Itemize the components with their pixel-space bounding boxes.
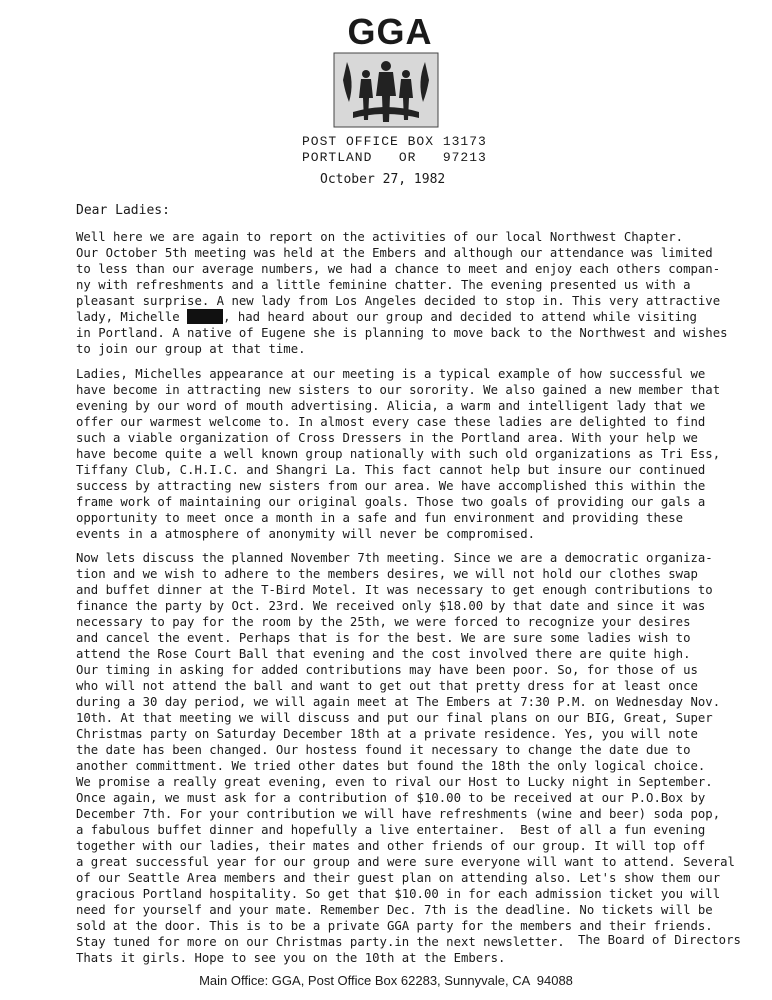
paragraph-line: need for yourself and your mate. Remember Dec. 7th is the deadline. No tickets will be (76, 903, 713, 917)
paragraph-line: We promise a really great evening, even to rival our Host to Lucky night in September. (76, 775, 713, 789)
paragraph-line: in Portland. A native of Eugene she is planning to move back to the Northwest and wishes (76, 326, 728, 340)
paragraph-line: the date has been changed. Our hostess found it necessary to change the date due to (76, 743, 691, 757)
paragraph-line: together with our ladies, their mates and other friends of our group. It will top off (76, 839, 706, 853)
paragraph-line: to join our group at that time. (76, 342, 306, 356)
signoff: The Board of Directors (578, 933, 741, 947)
paragraph-line: ny with refreshments and a little feminine chatter. The evening presented us with a (76, 278, 691, 292)
paragraph-line: Now lets discuss the planned November 7th meeting. Since we are a democratic organiza- (76, 551, 713, 565)
paragraph-line: Christmas party on Saturday December 18th at a private residence. Yes, you will note (76, 727, 698, 741)
paragraph-line: frame work of maintaining our original goals. Those two goals of providing our gals a (76, 495, 706, 509)
salutation: Dear Ladies: (76, 203, 170, 218)
paragraph-line: Our October 5th meeting was held at the Embers and although our attendance was limited (76, 246, 713, 260)
paragraph-line: pleasant surprise. A new lady from Los Angeles decided to stop in. This very attractive (76, 294, 721, 308)
paragraph-line: of our Seattle Area members and their guest plan on attending also. Let's show them our (76, 871, 721, 885)
paragraph-line: 10th. At that meeting we will discuss and put our final plans on our BIG, Great, Super (76, 711, 713, 725)
footer-address: Main Office: GGA, Post Office Box 62283, Sunnyvale, CA 94088 (199, 973, 573, 988)
paragraph-line: Ladies, Michelles appearance at our meeting is a typical example of how successful we (76, 367, 706, 381)
paragraph-line: tion and we wish to adhere to the members desires, we will not hold our clothes swap (76, 567, 698, 581)
paragraph-line: attend the Rose Court Ball that evening and the cost involved there are quite high. (76, 647, 691, 661)
paragraph-line: success by attracting new sisters from our area. We have accomplished this within the (76, 479, 706, 493)
redacted-line-before: lady, Michelle (76, 310, 188, 324)
address-line-1: POST OFFICE BOX 13173 (302, 134, 487, 149)
paragraph-line: Thats it girls. Hope to see you on the 10th at the Embers. (76, 951, 506, 965)
paragraph-line: Tiffany Club, C.H.I.C. and Shangri La. This fact cannot help but insure our continued (76, 463, 706, 477)
paragraph-line: have become quite a well known group nationally with such old organizations as Tri Ess, (76, 447, 721, 461)
paragraph-3 (76, 550, 756, 966)
paragraph-line: offer our warmest welcome to. In almost every case these ladies are delighted to find (76, 415, 706, 429)
paragraph-line: another committment. We tried other dates but found the 18th the only logical choice. (76, 759, 706, 773)
letter-date: October 27, 1982 (320, 172, 446, 187)
paragraph-line: December 7th. For your contribution we will have refreshments (wine and beer) soda pop, (76, 807, 721, 821)
address-line-2: PORTLAND OR 97213 (302, 150, 487, 165)
redaction-block (187, 309, 223, 324)
redacted-line-after: , had heard about our group and decided to attend while visiting (223, 310, 697, 324)
paragraph-line: who will not attend the ball and want to get out that pretty dress for at least once (76, 679, 698, 693)
paragraph-line: a fabulous buffet dinner and hopefully a live entertainer. Best of all a fun evening (76, 823, 706, 837)
paragraph-line: sold at the door. This is to be a private GGA party for the members and their friends. (76, 919, 713, 933)
paragraph-line: and cancel the event. Perhaps that is for the best. We are sure some ladies wish to (76, 631, 691, 645)
paragraph-line: necessary to pay for the room by the 25th, we were forced to recognize your desires (76, 615, 691, 629)
paragraph-line: gracious Portland hospitality. So get that $10.00 in for each admission ticket you will (76, 887, 721, 901)
logo-text: GGA (347, 11, 433, 52)
paragraph-line: during a 30 day period, we will again meet at The Embers at 7:30 P.M. on Wednesday Nov. (76, 695, 721, 709)
paragraph-1 (76, 229, 756, 357)
paragraph-line: a great successful year for our group and were sure everyone will want to attend. Several (76, 855, 735, 869)
paragraph-2 (76, 366, 756, 542)
paragraph-line: such a viable organization of Cross Dressers in the Portland area. With your help we (76, 431, 698, 445)
paragraph-line: evening by our word of mouth advertising. Alicia, a warm and intelligent lady that we (76, 399, 706, 413)
paragraph-line: Once again, we must ask for a contribution of $10.00 to be received at our P.O.Box by (76, 791, 706, 805)
paragraph-line: events in a atmosphere of anonymity will never be compromised. (76, 527, 536, 541)
paragraph-line: opportunity to meet once a month in a safe and fun environment and providing these (76, 511, 684, 525)
paragraph-line: Stay tuned for more on our Christmas party.in the next newsletter. (76, 935, 565, 949)
paragraph-line: Well here we are again to report on the activities of our local Northwest Chapter. (76, 230, 684, 244)
figures-emblem-icon (333, 52, 439, 128)
paragraph-line: to less than our average numbers, we had a chance to meet and enjoy each others compan- (76, 262, 721, 276)
paragraph-line: Our timing in asking for added contributions may have been poor. So, for those of us (76, 663, 698, 677)
paragraph-line: have become in attracting new sisters to our sorority. We also gained a new member that (76, 383, 721, 397)
paragraph-line: and buffet dinner at the T-Bird Motel. It was necessary to get enough contributions to (76, 583, 713, 597)
paragraph-line-redacted (76, 309, 756, 325)
paragraph-line: finance the party by Oct. 23rd. We received only $18.00 by that date and since it was (76, 599, 706, 613)
